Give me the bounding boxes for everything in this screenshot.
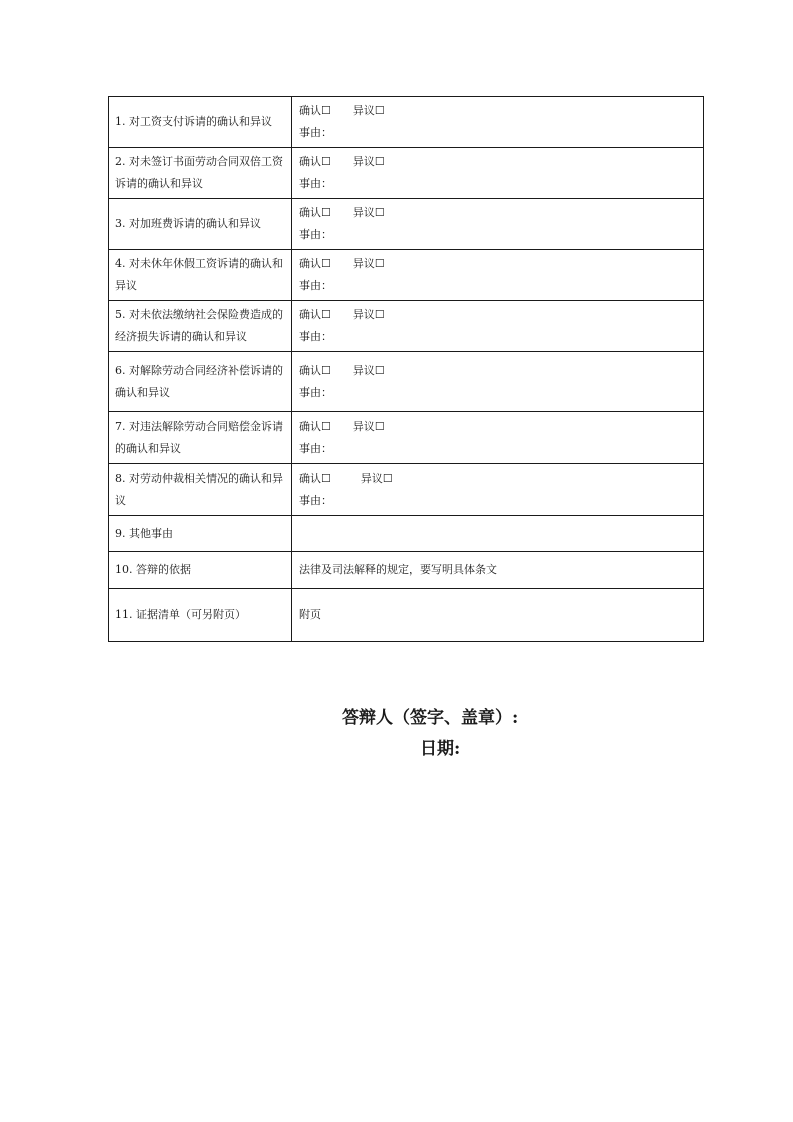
table-row: [109, 464, 704, 516]
table-row: [109, 97, 704, 148]
defense-form-table: [108, 96, 704, 642]
table-row: [109, 516, 704, 552]
other-value[interactable]: [292, 516, 704, 552]
confirm-checkbox[interactable]: 确认☐: [299, 363, 331, 377]
reason-label: 事由：: [299, 493, 332, 507]
item-label: 11. 证据清单（可另附页）: [109, 589, 292, 642]
response-cell: [292, 464, 704, 516]
object-checkbox[interactable]: 异议☐: [352, 257, 385, 270]
respondent-signature-label: 答辩人（签字、盖章）:: [342, 708, 519, 728]
response-cell: [292, 97, 704, 148]
item-label: 1. 对工资支付诉请的确认和异议: [109, 97, 292, 148]
reason-label: 事由：: [299, 279, 332, 292]
item-label: 9. 其他事由: [109, 516, 292, 552]
item-label: 5. 对未依法缴纳社会保险费造成的经济损失诉请的确认和异议: [109, 301, 292, 352]
confirm-checkbox[interactable]: 确认☐: [299, 471, 331, 485]
object-checkbox[interactable]: 异议☐: [352, 363, 385, 377]
confirm-checkbox[interactable]: 确认☐: [299, 308, 331, 321]
item-label: 3. 对加班费诉请的确认和异议: [109, 199, 292, 250]
table-row: [109, 552, 704, 589]
item-label: 10. 答辩的依据: [109, 552, 292, 589]
reason-label: 事由：: [299, 177, 332, 190]
response-cell: [292, 352, 704, 412]
table-row: [109, 412, 704, 464]
object-checkbox[interactable]: 异议☐: [352, 308, 385, 321]
reason-label: 事由：: [299, 441, 332, 455]
item-label: 2. 对未签订书面劳动合同双倍工资诉请的确认和异议: [109, 148, 292, 199]
table-row: [109, 352, 704, 412]
item-label: 8. 对劳动仲裁相关情况的确认和异议: [109, 464, 292, 516]
table-row: [109, 589, 704, 642]
table-row: [109, 301, 704, 352]
item-label: 6. 对解除劳动合同经济补偿诉请的确认和异议: [109, 352, 292, 412]
evidence-value[interactable]: 附页: [292, 589, 704, 642]
confirm-checkbox[interactable]: 确认☐: [299, 104, 331, 117]
table-row: [109, 148, 704, 199]
table-row: [109, 250, 704, 301]
response-cell: [292, 301, 704, 352]
response-cell: [292, 199, 704, 250]
reason-label: 事由：: [299, 385, 332, 399]
item-label: 4. 对未休年休假工资诉请的确认和异议: [109, 250, 292, 301]
object-checkbox[interactable]: 异议☐: [352, 104, 385, 117]
object-checkbox[interactable]: 异议☐: [352, 419, 385, 433]
confirm-checkbox[interactable]: 确认☐: [299, 155, 331, 168]
response-cell: [292, 412, 704, 464]
confirm-checkbox[interactable]: 确认☐: [299, 257, 331, 270]
item-label: 7. 对违法解除劳动合同赔偿金诉请的确认和异议: [109, 412, 292, 464]
confirm-checkbox[interactable]: 确认☐: [299, 206, 331, 219]
object-checkbox[interactable]: 异议☐: [360, 471, 393, 485]
date-label: 日期:: [420, 739, 461, 759]
basis-value[interactable]: 法律及司法解释的规定，要写明具体条文: [292, 552, 704, 589]
response-cell: [292, 148, 704, 199]
object-checkbox[interactable]: 异议☐: [352, 155, 385, 168]
reason-label: 事由：: [299, 126, 332, 139]
response-cell: [292, 250, 704, 301]
table-row: [109, 199, 704, 250]
reason-label: 事由：: [299, 330, 332, 343]
reason-label: 事由：: [299, 228, 332, 241]
confirm-checkbox[interactable]: 确认☐: [299, 419, 331, 433]
object-checkbox[interactable]: 异议☐: [352, 206, 385, 219]
